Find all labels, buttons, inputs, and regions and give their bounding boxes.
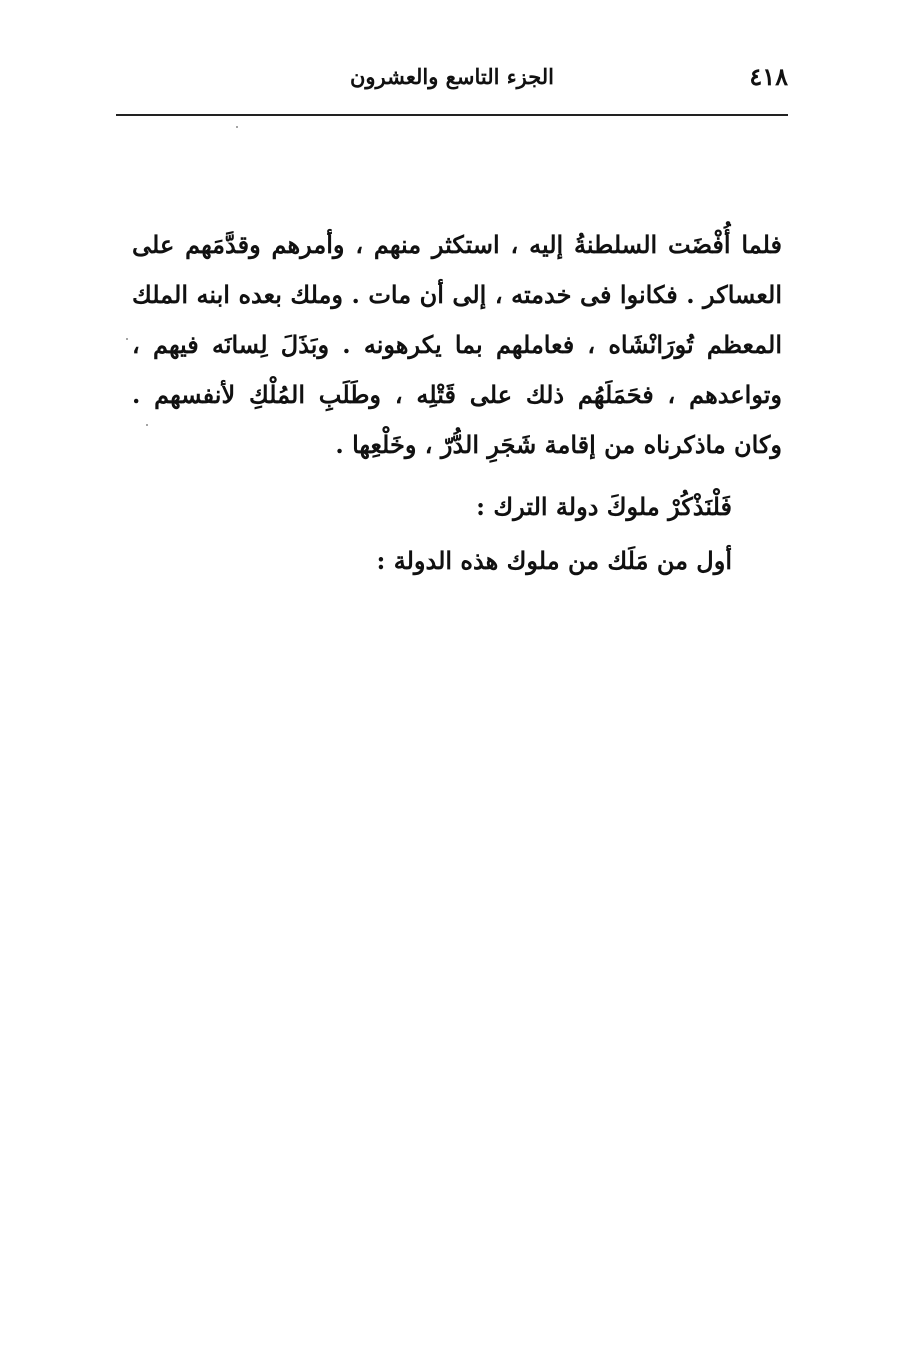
page-number: ٤١٨ — [749, 62, 788, 91]
section-heading: فَلْنَذْكُرْ ملوكَ دولة الترك : — [476, 492, 732, 521]
scan-speck — [146, 424, 148, 426]
page-header — [116, 58, 788, 98]
scan-speck — [236, 126, 238, 128]
running-title: الجزء التاسع والعشرون — [349, 64, 554, 89]
section-subheading: أول من مَلَك من ملوك هذه الدولة : — [376, 546, 732, 575]
section-headings — [132, 480, 732, 588]
scan-speck — [126, 338, 128, 340]
header-divider — [116, 114, 788, 116]
body-paragraph: فلما أُفْضَت السلطنةُ إليه ، استكثر منهم ، وأمرهم وقدَّمَهم على العساكر . فكانوا فى خدمته ، إلى أن مات . وملك بعده ابنه الملك المعظم تُورَانْشَاه ، فعاملهم بما يكرهونه . وبَذَلَ لِسانَه فيهم ، وتواعدهم ، فحَمَلَهُم ذلك على قَتْلِه ، وطَلَبِ المُلْكِ لأنفسهم . وكان ماذكرناه من إقامة شَجَرِ الدُّرّ ، وخَلْعِها . — [132, 230, 782, 459]
body-text — [132, 220, 782, 470]
